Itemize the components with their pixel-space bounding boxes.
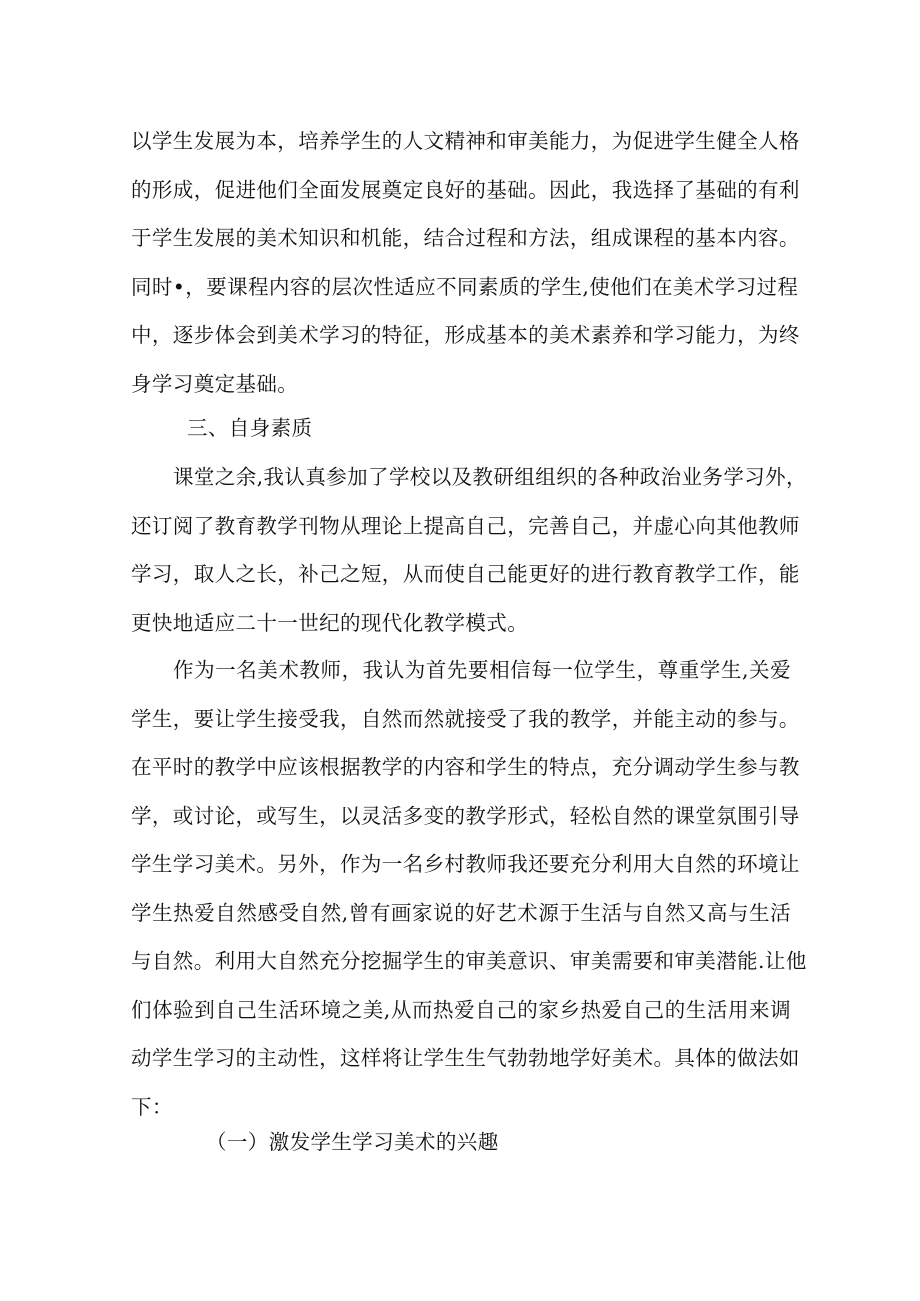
paragraph-line: 学习，取人之长，补己之短，从而使自己能更好的进行教育教学工作，能 [131, 562, 800, 586]
paragraph-line: 学生，要让学生接受我，自然而然就接受了我的教学，并能主动的参与。 [131, 706, 800, 731]
paragraph-curriculum-content [131, 117, 800, 408]
paragraph-line: 以学生发展为本，培养学生的人文精神和审美能力，为促进学生健全人格 [131, 129, 800, 153]
paragraph-line: 作为一名美术教师，我认为首先要相信每一位学生，尊重学生,关爱 [173, 658, 791, 682]
paragraph-line: 学生学习美术。另外，作为一名乡村教师我还要充分利用大自然的环境让 [131, 852, 800, 876]
paragraph-line: 身学习奠定基础。 [131, 371, 299, 396]
subsection-heading-interest [206, 1118, 866, 1167]
paragraph-line: 还订阅了教育教学刊物从理论上提高自己，完善自己，并虚心向其他教师 [131, 513, 800, 538]
paragraph-line: 于学生发展的美术知识和机能，结合过程和方法，组成课程的基本内容。 [131, 226, 800, 250]
paragraph-line: 学生热爱自然感受自然,曾有画家说的好艺术源于生活与自然又高与生活 [131, 900, 791, 925]
paragraph-line: 更快地适应二十一世纪的现代化教学模式。 [131, 610, 529, 635]
paragraph-line: 动学生学习的主动性，这样将让学生生气勃勃地学好美术。具体的做法如 [131, 1046, 800, 1070]
subsection-heading-text: （一）激发学生学习美术的兴趣 [206, 1130, 499, 1154]
paragraph-line: 与自然。利用大自然充分挖掘学生的审美意识、审美需要和审美潜能.让他 [131, 949, 807, 973]
paragraph-line: 学，或讨论，或写生，以灵活多变的教学形式，轻松自然的课堂氛围引导 [131, 803, 800, 828]
paragraph-line: 中，逐步体会到美术学习的特征，形成基本的美术素养和学习能力，为终 [131, 323, 800, 347]
section-heading-self-quality [187, 404, 847, 453]
paragraph-teaching-approach [131, 646, 807, 1131]
paragraph-line: 们体验到自己生活环境之美,从而热爱自己的家乡热爱自己的生活用来调 [131, 997, 791, 1022]
paragraph-line: 下： [131, 1094, 173, 1119]
paragraph-line: 课堂之余,我认真参加了学校以及教研组组织的各种政治业务学习外， [173, 465, 807, 489]
section-heading-text: 三、自身素质 [187, 416, 313, 440]
paragraph-self-study [131, 453, 807, 647]
paragraph-line: 在平时的教学中应该根据教学的内容和学生的特点，充分调动学生参与教 [131, 755, 800, 779]
paragraph-line: 同时•，要课程内容的层次性适应不同素质的学生,使他们在美术学习过程 [131, 274, 799, 299]
paragraph-line: 的形成，促进他们全面发展奠定良好的基础。因此，我选择了基础的有利 [131, 177, 800, 202]
